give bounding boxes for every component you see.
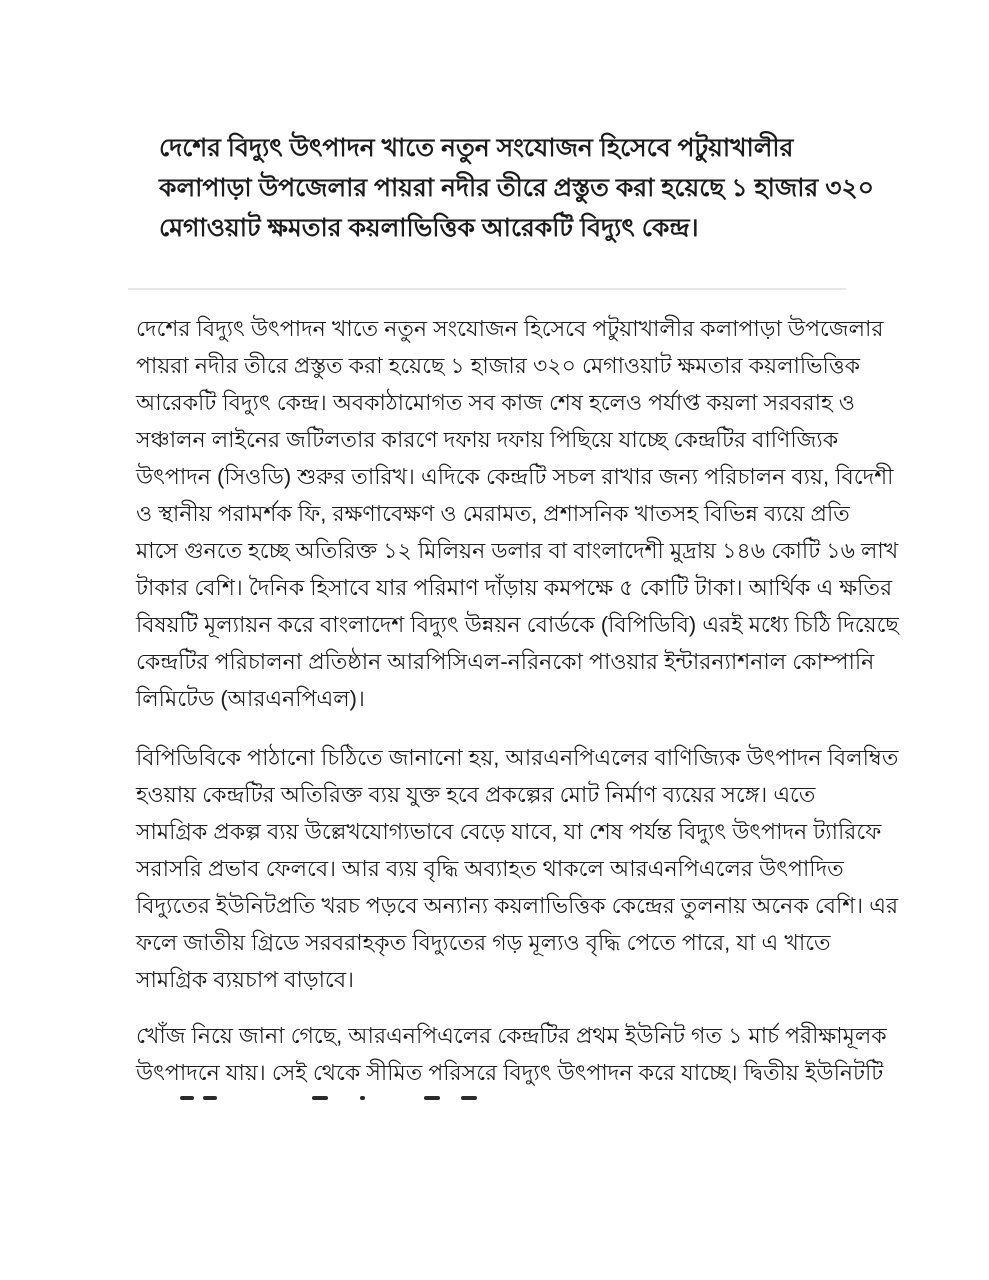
clipped-glyph-fragment <box>424 1096 440 1100</box>
lede-line: কলাপাড়া উপজেলার পায়রা নদীর তীরে প্রস্তুত করা হয়েছে ১ হাজার ৩২০ <box>159 174 874 202</box>
section-divider <box>128 288 846 290</box>
body-text-line: পায়রা নদীর তীরে প্রস্তুত করা হয়েছে ১ হাজার ৩২০ মেগাওয়াট ক্ষমতার কয়লাভিত্তিক <box>136 353 860 378</box>
body-text-line: উৎপাদনে যায়। সেই থেকে সীমিত পরিসরে বিদ্যুৎ উৎপাদন করে যাচ্ছে। দ্বিতীয় ইউনিটটি <box>136 1060 884 1085</box>
body-text-line: ফলে জাতীয় গ্রিডে সরবরাহকৃত বিদ্যুতের গড় মূল্যও বৃদ্ধি পেতে পারে, যা এ খাতে <box>136 930 831 955</box>
lede-line: দেশের বিদ্যুৎ উৎপাদন খাতে নতুন সংযোজন হিসেবে পটুয়াখালীর <box>159 134 794 162</box>
body-paragraph-1 <box>136 310 899 717</box>
clipped-glyph-fragment <box>203 1096 217 1100</box>
body-text-line: হওয়ায় কেন্দ্রটির অতিরিক্ত ব্যয় যুক্ত হবে প্রকল্পের মোট নির্মাণ ব্যয়ের সঙ্গে। এতে <box>136 782 816 807</box>
body-text-line: উৎপাদন (সিওডি) শুরুর তারিখ। এদিকে কেন্দ্রটি সচল রাখার জন্য পরিচালন ব্যয়, বিদেশী <box>136 464 894 489</box>
body-text-line: সামগ্রিক ব্যয়চাপ বাড়াবে। <box>136 967 354 992</box>
article-lede <box>159 128 874 248</box>
body-text-line: টাকার বেশি। দৈনিক হিসাবে যার পরিমাণ দাঁড়ায় কমপক্ষে ৫ কোটি টাকা। আর্থিক এ ক্ষতির <box>136 575 893 600</box>
body-text-line: বিপিডিবিকে পাঠানো চিঠিতে জানানো হয়, আরএনপিএলের বাণিজ্যিক উৎপাদন বিলম্বিত <box>136 745 899 770</box>
body-paragraph-3 <box>136 1017 887 1091</box>
body-text-line: সরাসরি প্রভাব ফেলবে। আর ব্যয় বৃদ্ধি অব্যাহত থাকলে আরএনপিএলের উৎপাদিত <box>136 856 844 881</box>
body-text-line: সঞ্চালন লাইনের জটিলতার কারণে দফায় দফায় পিছিয়ে যাচ্ছে কেন্দ্রটির বাণিজ্যিক <box>136 427 839 452</box>
clipped-text-line <box>136 1096 876 1101</box>
body-text-line: কেন্দ্রটির পরিচালনা প্রতিষ্ঠান আরপিসিএল-নরিনকো পাওয়ার ইন্টারন্যাশনাল কোম্পানি <box>136 649 875 674</box>
body-text-line: বিষয়টি মূল্যায়ন করে বাংলাদেশ বিদ্যুৎ উন্নয়ন বোর্ডকে (বিপিডিবি) এরই মধ্যে চিঠি দিয়েছে <box>136 612 899 637</box>
clipped-glyph-fragment <box>461 1096 477 1100</box>
body-text-line: মাসে গুনতে হচ্ছে অতিরিক্ত ১২ মিলিয়ন ডলার বা বাংলাদেশী মুদ্রায় ১৪৬ কোটি ১৬ লাখ <box>136 538 899 563</box>
body-text-line: লিমিটেড (আরএনপিএল)। <box>136 686 365 711</box>
body-text-line: খোঁজ নিয়ে জানা গেছে, আরএনপিএলের কেন্দ্রটির প্রথম ইউনিট গত ১ মার্চ পরীক্ষামূলক <box>136 1023 887 1048</box>
body-text-line: আরেকটি বিদ্যুৎ কেন্দ্র। অবকাঠামোগত সব কাজ শেষ হলেও পর্যাপ্ত কয়লা সরবরাহ ও <box>136 390 855 415</box>
body-text-line: বিদ্যুতের ইউনিটপ্রতি খরচ পড়বে অন্যান্য কয়লাভিত্তিক কেন্দ্রের তুলনায় অনেক বেশি। এর <box>136 893 899 918</box>
clipped-glyph-fragment <box>180 1096 194 1100</box>
clipped-glyph-fragment <box>312 1096 328 1100</box>
body-text-line: ও স্থানীয় পরামর্শক ফি, রক্ষণাবেক্ষণ ও মেরামত, প্রশাসনিক খাতসহ বিভিন্ন ব্যয়ে প্রতি <box>136 501 850 526</box>
clipped-glyph-fragment <box>360 1096 365 1100</box>
body-text-line: দেশের বিদ্যুৎ উৎপাদন খাতে নতুন সংযোজন হিসেবে পটুয়াখালীর কলাপাড়া উপজেলার <box>136 316 884 341</box>
body-paragraph-2 <box>136 739 899 998</box>
body-text-line: সামগ্রিক প্রকল্প ব্যয় উল্লেখযোগ্যভাবে বেড়ে যাবে, যা শেষ পর্যন্ত বিদ্যুৎ উৎপাদন ট্যারিফে <box>136 819 882 844</box>
lede-line: মেগাওয়াট ক্ষমতার কয়লাভিত্তিক আরেকটি বিদ্যুৎ কেন্দ্র। <box>159 214 699 242</box>
